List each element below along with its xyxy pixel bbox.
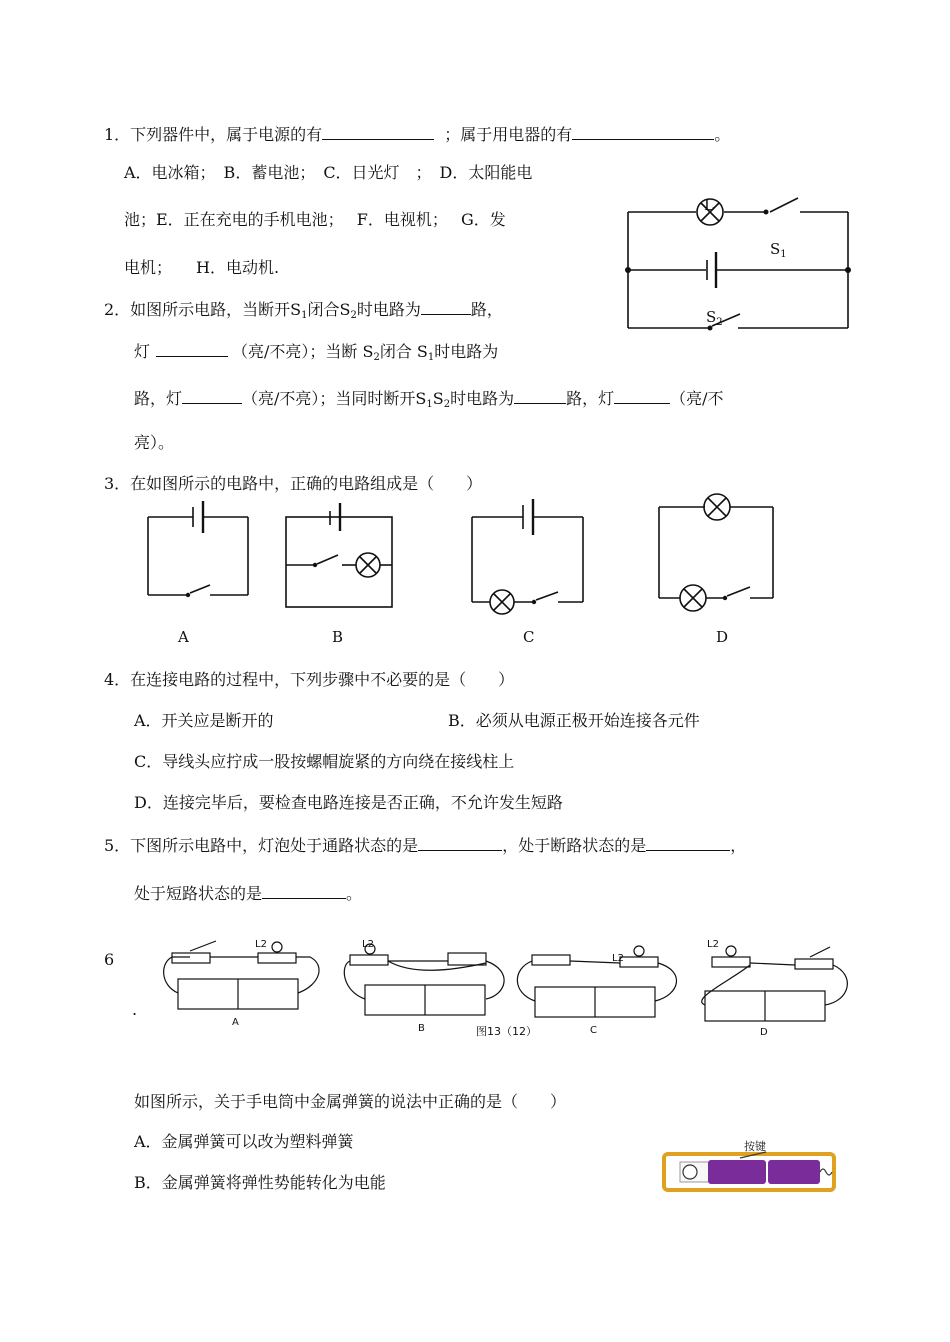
q3-label-c: C	[523, 628, 535, 646]
q5-line2: 处于短路状态的是 。	[134, 884, 363, 903]
q1-options-line: 电机； H．电动机.	[124, 258, 280, 277]
figure-label-b: B	[418, 1023, 425, 1034]
q4-option-a: A．开关应是断开的	[134, 711, 274, 730]
lamp-label: L2	[612, 953, 624, 964]
q6-number: 6	[104, 950, 115, 969]
figure-label-d: D	[760, 1027, 768, 1038]
switch-s1-label: $S_1$	[770, 240, 787, 260]
answer-blank[interactable]	[418, 834, 502, 851]
answer-blank[interactable]	[572, 123, 714, 140]
flashlight-figure	[660, 1140, 840, 1200]
q2-line2: 灯 （亮/不亮）；当断 $S_2$闭合 $S_1$时电路为	[134, 342, 499, 363]
answer-blank[interactable]	[322, 123, 434, 140]
answer-blank[interactable]	[514, 387, 566, 404]
q4-question: 4．在连接电路的过程中，下列步骤中不必要的是（ ）	[104, 670, 515, 689]
figure-label-c: C	[590, 1025, 597, 1036]
q4-option-c: C．导线头应拧成一股按螺帽旋紧的方向绕在接线柱上	[134, 752, 515, 771]
q4-option-d: D．连接完毕后，要检查电路连接是否正确，不允许发生短路	[134, 793, 563, 812]
q3-question: 3．在如图所示的电路中，正确的电路组成是（ ）	[104, 474, 483, 493]
answer-blank[interactable]	[262, 882, 346, 899]
q6-option-b: B．金属弹簧将弹性势能转化为电能	[134, 1173, 386, 1192]
answer-blank[interactable]	[646, 834, 730, 851]
answer-blank[interactable]	[182, 387, 242, 404]
q6-option-a: A．金属弹簧可以改为塑料弹簧	[134, 1132, 354, 1151]
q2-line3: 路，灯 （亮/不亮）；当同时断开$S_1S_2$时电路为 路，灯 （亮/不	[134, 389, 724, 410]
q6-question: 如图所示，关于手电筒中金属弹簧的说法中正确的是（ ）	[134, 1092, 567, 1111]
figure-label-a: A	[232, 1017, 239, 1028]
lamp-label: L2	[255, 939, 267, 950]
q4-option-b: B．必须从电源正极开始连接各元件	[448, 711, 700, 730]
lamp-label: L	[704, 196, 714, 214]
circuit-diagram-1	[620, 190, 860, 340]
q3-label-a: A	[178, 628, 189, 646]
q1-line1: 1．下列器件中，属于电源的有 ；属于用电器的有 。	[104, 125, 731, 144]
q3-label-b: B	[332, 628, 344, 646]
q1-options-line: 池；E．正在充电的手机电池； F．电视机； G．发	[124, 210, 506, 229]
q6-number-dot: .	[132, 1000, 138, 1019]
switch-s2-label: $S_2$	[706, 308, 723, 328]
q3-label-d: D	[716, 628, 729, 646]
q3-circuits	[128, 495, 788, 620]
flashlight-button-label: 按键	[744, 1140, 766, 1153]
lamp-label: L2	[362, 939, 374, 950]
lamp-label: L2	[707, 939, 719, 950]
wiring-figures	[150, 935, 860, 1045]
q2-line1: 2．如图所示电路，当断开$S_1$闭合$S_2$时电路为 路，	[104, 300, 503, 321]
answer-blank[interactable]	[614, 387, 670, 404]
answer-blank[interactable]	[156, 340, 228, 357]
answer-blank[interactable]	[421, 298, 471, 315]
q2-line4: 亮）。	[134, 433, 175, 452]
q1-options-line: A．电冰箱； B．蓄电池； C．日光灯 ； D．太阳能电	[124, 163, 533, 182]
q5-line1: 5．下图所示电路中，灯泡处于通路状态的是 ，处于断路状态的是 ，	[104, 836, 747, 855]
figure-caption: 图13（12）	[476, 1025, 537, 1038]
